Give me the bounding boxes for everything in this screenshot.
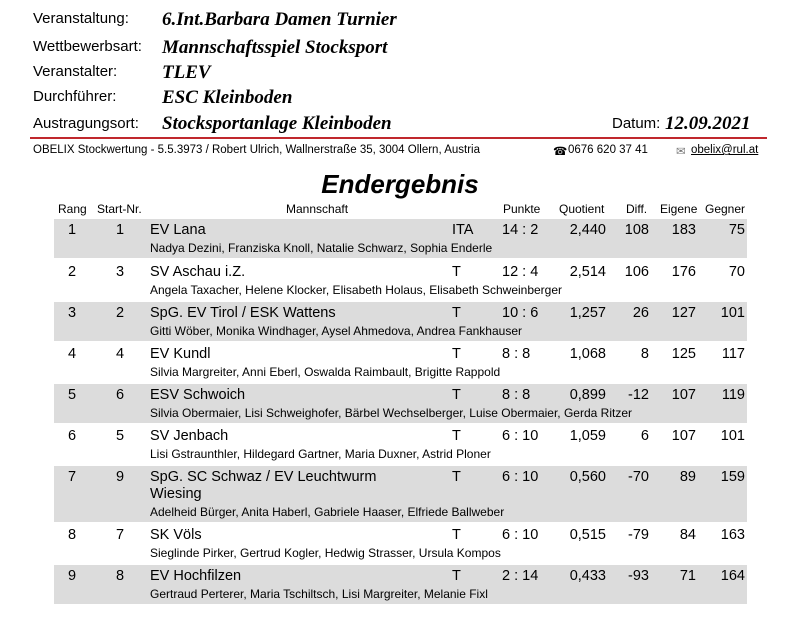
start-number: 3	[115, 264, 125, 280]
points: 8 : 8	[502, 346, 531, 362]
table-row	[54, 219, 747, 258]
rank: 8	[67, 527, 77, 543]
team-name: SK Völs	[150, 527, 202, 543]
opponent-score: 75	[728, 222, 745, 238]
col-header-eigene: Eigene	[660, 202, 698, 216]
quotient: 0,560	[569, 469, 606, 485]
points: 10 : 6	[502, 305, 539, 321]
start-number: 5	[115, 428, 125, 444]
team-members: Silvia Margreiter, Anni Eberl, Oswalda Raimbault, Brigitte Rappold	[150, 365, 501, 379]
nation: T	[452, 346, 461, 362]
nation: T	[452, 428, 461, 444]
start-number: 8	[115, 568, 125, 584]
difference: -12	[628, 387, 649, 403]
opponent-score: 159	[720, 469, 745, 485]
difference: 106	[624, 264, 649, 280]
quotient: 1,257	[569, 305, 606, 321]
rank: 6	[67, 428, 77, 444]
team-members: Nadya Dezini, Franziska Knoll, Natalie Schwarz, Sophia Enderle	[150, 241, 493, 255]
opponent-score: 70	[728, 264, 745, 280]
team-members: Gitti Wöber, Monika Windhager, Aysel Ahmedova, Andrea Fankhauser	[150, 324, 522, 338]
start-number: 2	[115, 305, 125, 321]
rank: 3	[67, 305, 77, 321]
own-score: 107	[671, 428, 696, 444]
field-value-wettbewerbsart: Mannschaftsspiel Stocksport	[162, 37, 388, 58]
opponent-score: 164	[720, 568, 745, 584]
field-label-veranstalter: Veranstalter:	[33, 63, 118, 80]
difference: -70	[628, 469, 649, 485]
points: 6 : 10	[502, 527, 539, 543]
email-link[interactable]: obelix@rul.at	[691, 144, 759, 156]
col-header-start: Start-Nr.	[97, 202, 142, 216]
table-row	[54, 565, 747, 604]
nation: ITA	[452, 222, 474, 238]
table-row	[54, 466, 747, 522]
team-name: ESV Schwoich	[150, 387, 246, 403]
table-row	[54, 343, 747, 382]
rank: 2	[67, 264, 77, 280]
header-divider	[30, 137, 767, 139]
opponent-score: 101	[720, 428, 745, 444]
quotient: 1,059	[569, 428, 606, 444]
team-name-line2: Wiesing	[150, 486, 202, 502]
difference: -79	[628, 527, 649, 543]
nation: T	[452, 387, 461, 403]
team-members: Angela Taxacher, Helene Klocker, Elisabeth Holaus, Elisabeth Schweinberger	[150, 283, 563, 297]
own-score: 127	[671, 305, 696, 321]
field-label-durchfuehrer: Durchführer:	[33, 88, 117, 105]
difference: 6	[640, 428, 649, 444]
team-name: SpG. EV Tirol / ESK Wattens	[150, 305, 336, 321]
opponent-score: 101	[720, 305, 745, 321]
quotient: 2,440	[569, 222, 606, 238]
col-header-rang: Rang	[58, 202, 87, 216]
team-members: Gertraud Perterer, Maria Tschiltsch, Lisi Margreiter, Melanie Fixl	[150, 587, 488, 601]
opponent-score: 119	[721, 387, 745, 403]
difference: 8	[640, 346, 649, 362]
own-score: 176	[671, 264, 696, 280]
points: 8 : 8	[502, 387, 531, 403]
date-value: 12.09.2021	[665, 113, 751, 134]
phone-icon: ☎	[553, 146, 568, 158]
col-header-gegner: Gegner	[705, 202, 746, 216]
field-label-austragungsort: Austragungsort:	[33, 115, 139, 132]
field-value-veranstalter: TLEV	[162, 62, 211, 83]
field-label-wettbewerbsart: Wettbewerbsart:	[33, 38, 142, 55]
page-title: Endergebnis	[321, 169, 479, 199]
table-row	[54, 261, 747, 300]
col-header-diff: Diff.	[626, 202, 648, 216]
own-score: 89	[679, 469, 696, 485]
quotient: 0,515	[569, 527, 606, 543]
quotient: 0,899	[569, 387, 606, 403]
table-row	[54, 302, 747, 341]
opponent-score: 163	[720, 527, 745, 543]
phone-number: 0676 620 37 41	[568, 144, 648, 156]
rank: 1	[67, 222, 77, 238]
col-header-quotient: Quotient	[559, 202, 605, 216]
table-row	[54, 425, 747, 464]
start-number: 7	[115, 527, 125, 543]
points: 14 : 2	[502, 222, 539, 238]
team-members: Adelheid Bürger, Anita Haberl, Gabriele Haaser, Elfriede Ballweber	[150, 505, 505, 519]
points: 2 : 14	[502, 568, 539, 584]
team-members: Silvia Obermaier, Lisi Schweighofer, Bärbel Wechselberger, Luise Obermaier, Gerda Ritzer	[150, 406, 632, 420]
start-number: 9	[115, 469, 125, 485]
team-name: EV Kundl	[150, 346, 211, 362]
team-name: EV Lana	[150, 222, 206, 238]
rank: 5	[67, 387, 77, 403]
organizer-info: OBELIX Stockwertung - 5.5.3973 / Robert Ulrich, Wallnerstraße 35, 3004 Ollern, Austria	[33, 144, 481, 156]
table-row	[54, 524, 747, 563]
own-score: 71	[679, 568, 696, 584]
nation: T	[452, 469, 461, 485]
team-name: SpG. SC Schwaz / EV Leuchtwurm	[150, 469, 377, 485]
nation: T	[452, 305, 461, 321]
own-score: 125	[671, 346, 696, 362]
table-row	[54, 384, 747, 423]
date-label: Datum:	[612, 115, 661, 132]
difference: 26	[632, 305, 649, 321]
rank: 9	[67, 568, 77, 584]
rank: 7	[67, 469, 77, 485]
field-label-veranstaltung: Veranstaltung:	[33, 10, 129, 27]
team-name: SV Jenbach	[150, 428, 229, 444]
team-name: EV Hochfilzen	[150, 568, 242, 584]
own-score: 107	[671, 387, 696, 403]
opponent-score: 117	[721, 346, 745, 362]
team-name: SV Aschau i.Z.	[150, 264, 246, 280]
mail-icon: ✉	[676, 146, 686, 158]
start-number: 1	[115, 222, 125, 238]
difference: 108	[624, 222, 649, 238]
nation: T	[452, 264, 461, 280]
own-score: 84	[679, 527, 696, 543]
quotient: 1,068	[569, 346, 606, 362]
points: 12 : 4	[502, 264, 539, 280]
team-members: Lisi Gstraunthler, Hildegard Gartner, Maria Duxner, Astrid Ploner	[150, 447, 491, 461]
points: 6 : 10	[502, 469, 539, 485]
team-members: Sieglinde Pirker, Gertrud Kogler, Hedwig Strasser, Ursula Kompos	[150, 546, 501, 560]
col-header-punkte: Punkte	[503, 202, 541, 216]
own-score: 183	[671, 222, 696, 238]
nation: T	[452, 527, 461, 543]
rank: 4	[67, 346, 77, 362]
start-number: 6	[115, 387, 125, 403]
col-header-team: Mannschaft	[286, 202, 349, 216]
start-number: 4	[115, 346, 125, 362]
field-value-durchfuehrer: ESC Kleinboden	[162, 87, 293, 108]
nation: T	[452, 568, 461, 584]
field-value-veranstaltung: 6.Int.Barbara Damen Turnier	[162, 9, 397, 30]
difference: -93	[628, 568, 649, 584]
field-value-austragungsort: Stocksportanlage Kleinboden	[162, 113, 392, 134]
quotient: 2,514	[569, 264, 606, 280]
quotient: 0,433	[569, 568, 606, 584]
points: 6 : 10	[502, 428, 539, 444]
